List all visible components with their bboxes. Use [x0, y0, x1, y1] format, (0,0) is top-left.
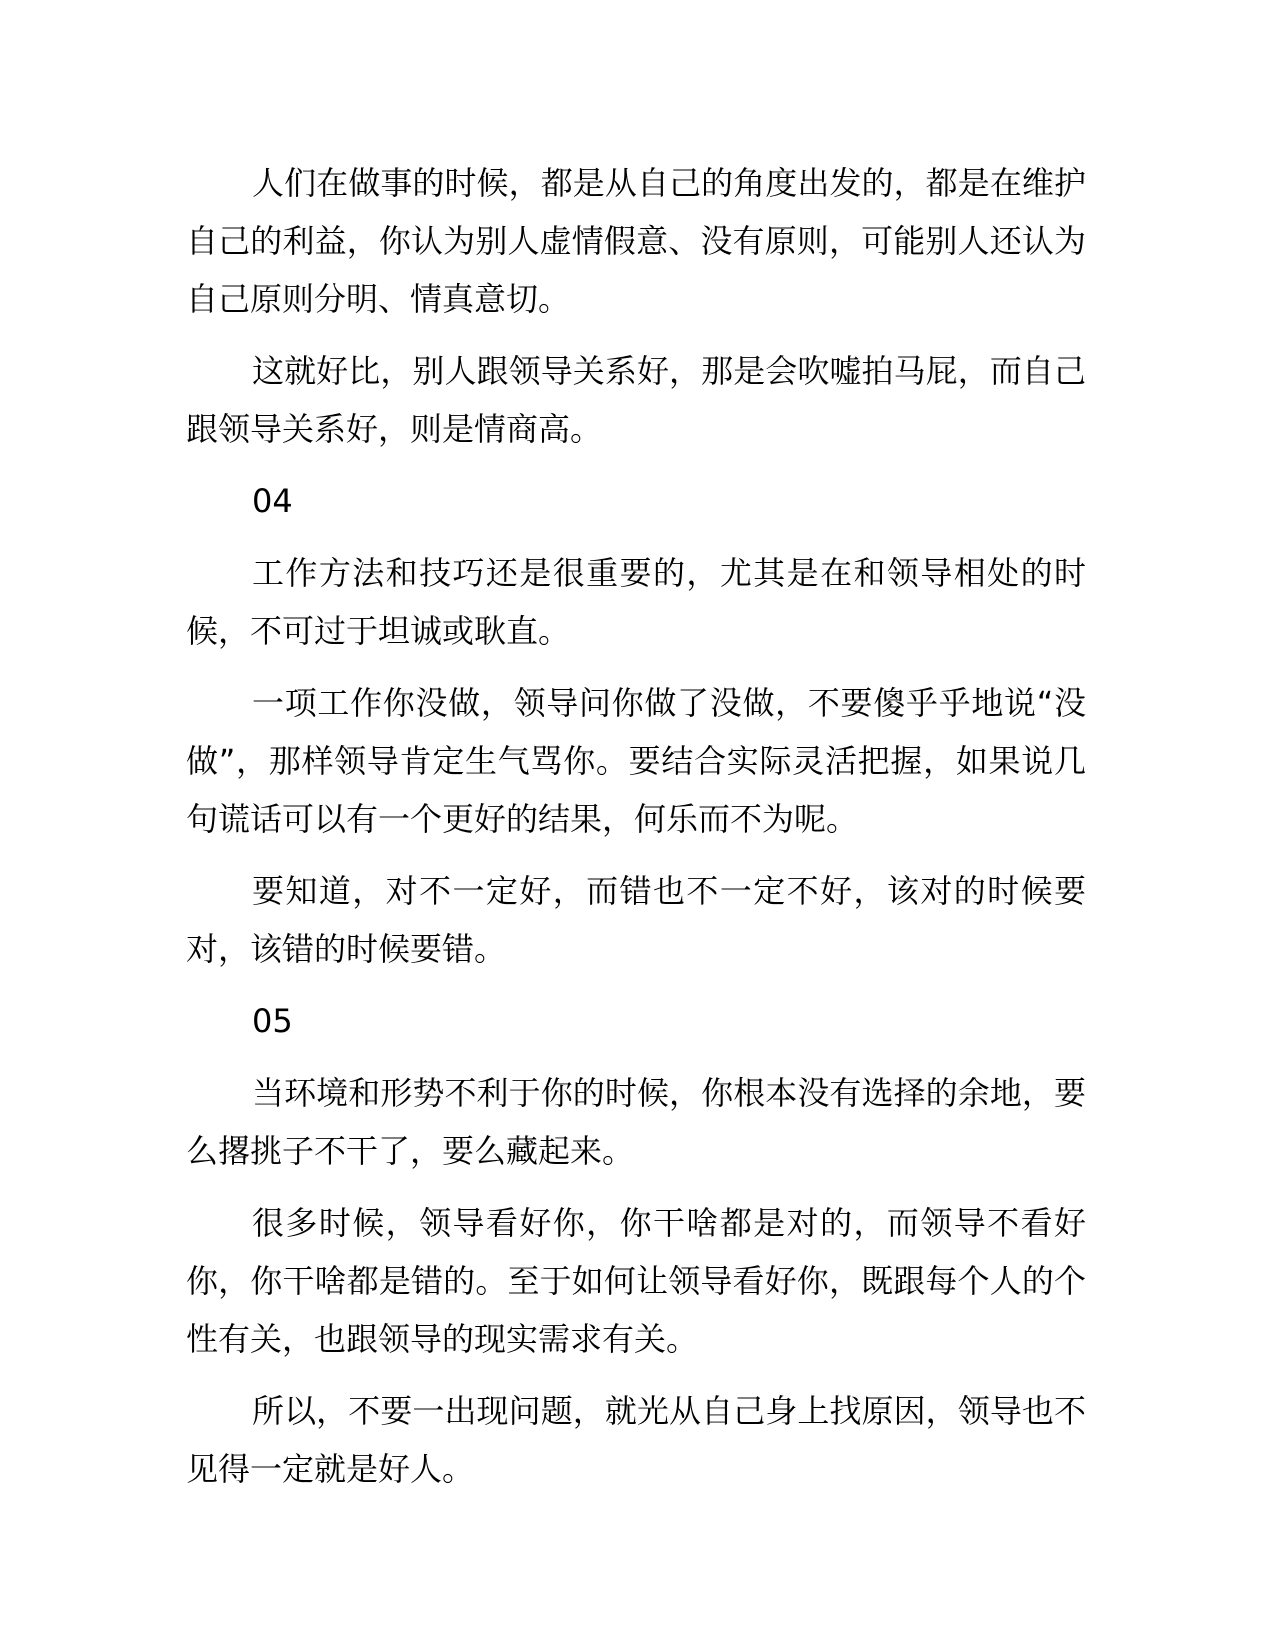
paragraph: 工作方法和技巧还是很重要的，尤其是在和领导相处的时候，不可过于坦诚或耿直。 — [186, 554, 1086, 650]
section-number: 04 — [252, 482, 293, 520]
paragraph: 人们在做事的时候，都是从自己的角度出发的，都是在维护自己的利益，你认为别人虚情假意、没有原则，可能别人还认为自己原则分明、情真意切。 — [186, 164, 1086, 318]
paragraph: 一项工作你没做，领导问你做了没做，不要傻乎乎地说“没做”，那样领导肯定生气骂你。要结合实际灵活把握，如果说几句谎话可以有一个更好的结果，何乐而不为呢。 — [186, 684, 1086, 838]
document-body — [186, 154, 1086, 1512]
paragraph: 这就好比，别人跟领导关系好，那是会吹嘘拍马屁，而自己跟领导关系好，则是情商高。 — [186, 352, 1086, 448]
paragraph: 要知道，对不一定好，而错也不一定不好，该对的时候要对，该错的时候要错。 — [186, 872, 1086, 968]
paragraph: 很多时候，领导看好你，你干啥都是对的，而领导不看好你，你干啥都是错的。至于如何让领导看好你，既跟每个人的个性有关，也跟领导的现实需求有关。 — [186, 1204, 1086, 1358]
section-number: 05 — [252, 1002, 293, 1040]
paragraph: 所以，不要一出现问题，就光从自己身上找原因，领导也不见得一定就是好人。 — [186, 1392, 1086, 1488]
paragraph: 当环境和形势不利于你的时候，你根本没有选择的余地，要么撂挑子不干了，要么藏起来。 — [186, 1074, 1086, 1170]
